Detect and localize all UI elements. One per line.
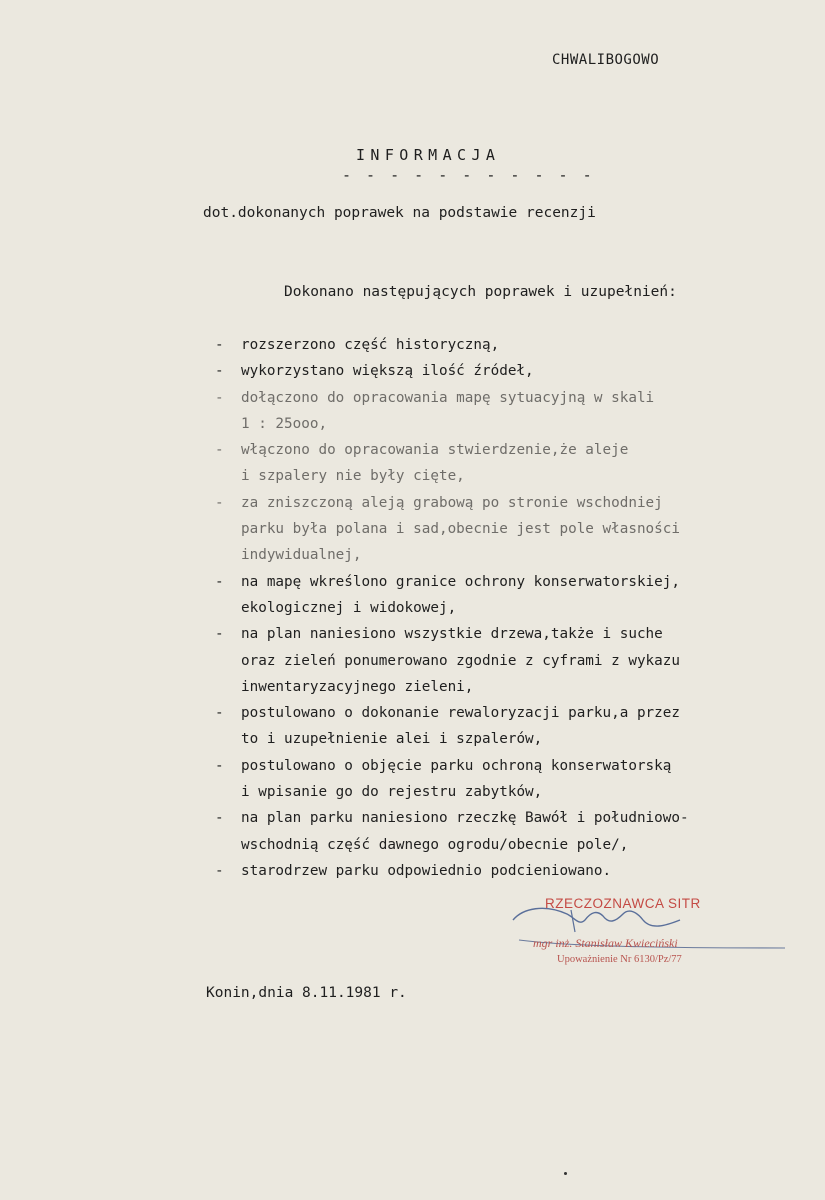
bullet-dash: - (215, 337, 224, 353)
bullet-dash: - (215, 626, 224, 643)
stamp-title: RZECZOZNAWCA SITR (545, 896, 701, 911)
bullet-dash: - (215, 494, 224, 511)
list-item (215, 332, 815, 358)
list-item-text: postulowano o dokonanie rewaloryzacji parku,a przez to i uzupełnienie alei i szpalerów, (241, 705, 680, 748)
list-item-text: za zniszczoną aleją grabową po stronie wschodniej parku była polana i sad,obecnie jest pole własności indywidualnej, (241, 494, 680, 564)
bullet-dash: - (215, 757, 224, 774)
list-item-text: na mapę wkreślono granice ochrony konserwatorskiej, ekologicznej i widokowej, (241, 573, 680, 616)
bullet-dash: - (215, 442, 224, 459)
bullet-dash: - (215, 705, 224, 722)
list-item-text: postulowano o objęcie parku ochroną konserwatorską i wpisanie go do rejestru zabytków, (241, 757, 672, 801)
expert-stamp (505, 890, 805, 980)
paper-speck (564, 1172, 567, 1175)
bullet-dash: - (215, 862, 224, 879)
list-item (215, 858, 815, 884)
list-item (215, 437, 815, 490)
document-subtitle: dot.dokonanych poprawek na podstawie recenzji (203, 205, 596, 221)
list-item (215, 700, 815, 753)
list-item-text: rozszerzono część historyczną, (241, 337, 500, 353)
list-item (215, 621, 815, 700)
list-item (215, 385, 815, 438)
intro-line: Dokonano następujących poprawek i uzupełnień: (284, 284, 677, 300)
corrections-list (215, 332, 815, 884)
date-line: Konin,dnia 8.11.1981 r. (206, 985, 407, 1001)
list-item (215, 805, 815, 858)
stamp-authorization: Upoważnienie Nr 6130/Pz/77 (557, 954, 682, 965)
stamp-name: mgr inż. Stanisław Kwieciński (533, 936, 678, 950)
document-title: INFORMACJA (356, 146, 501, 164)
list-item (215, 490, 815, 569)
list-item-text: włączono do opracowania stwierdzenie,że aleje i szpalery nie były cięte, (241, 442, 629, 485)
place-name: CHWALIBOGOWO (552, 52, 660, 68)
list-item (215, 753, 815, 806)
list-item (215, 358, 815, 384)
list-item-text: dołączono do opracowania mapę sytuacyjną w skali 1 : 25ooo, (241, 389, 655, 432)
bullet-dash: - (215, 573, 224, 590)
list-item (215, 569, 815, 622)
list-item-text: wykorzystano większą ilość źródeł, (241, 363, 534, 380)
title-underline: - - - - - - - - - - - (342, 166, 595, 184)
bullet-dash: - (215, 810, 224, 827)
list-item-text: na plan parku naniesiono rzeczkę Bawół i południowo- wschodnią część dawnego ogrodu/obecnie pole/, (241, 810, 689, 853)
list-item-text: starodrzew parku odpowiednio podcieniowano. (241, 862, 612, 879)
bullet-dash: - (215, 363, 224, 380)
bullet-dash: - (215, 389, 224, 406)
list-item-text: na plan naniesiono wszystkie drzewa,także i suche oraz zieleń ponumerowano zgodnie z cyframi z wykazu inwentaryzacyjnego zieleni, (241, 626, 680, 695)
